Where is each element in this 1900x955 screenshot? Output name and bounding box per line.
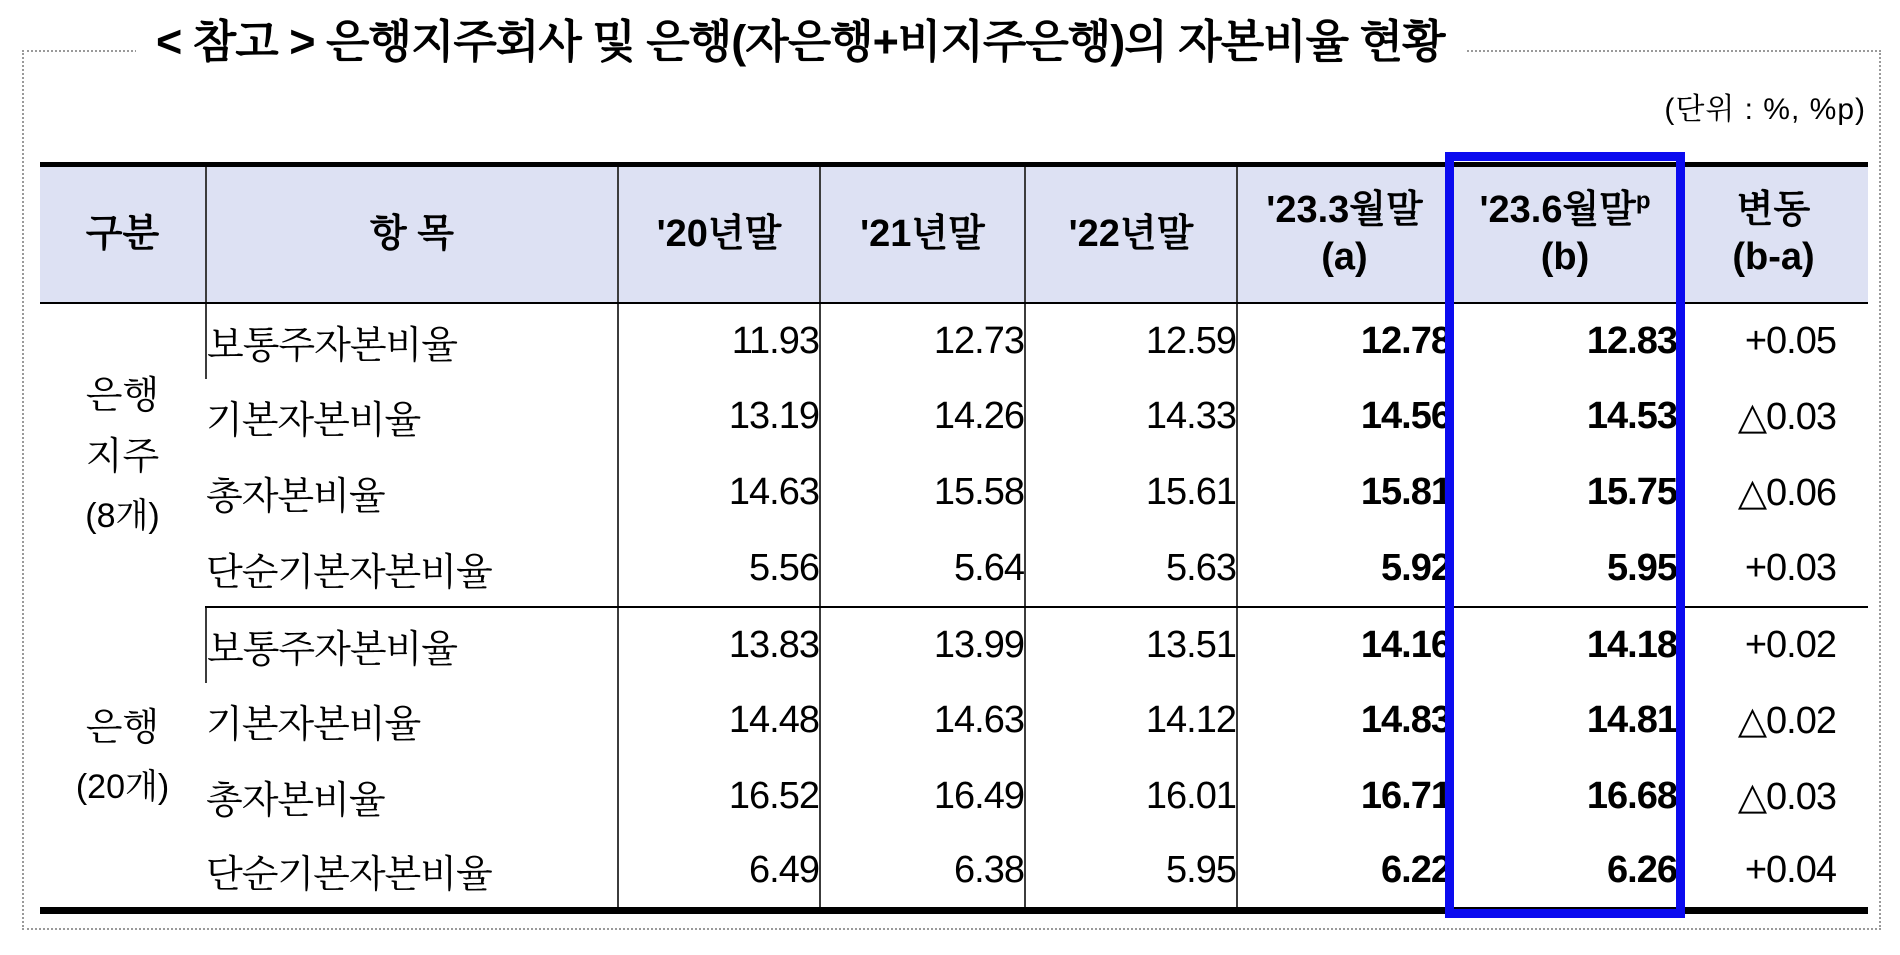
table-body xyxy=(40,303,1868,911)
table-row xyxy=(40,379,1868,455)
cell-change: +0.05 xyxy=(1678,303,1868,379)
group-label-count: (20개) xyxy=(75,767,170,806)
group-label-line: 은행 xyxy=(85,374,160,417)
table-row xyxy=(40,759,1868,835)
cell-y22: 14.33 xyxy=(1025,379,1237,455)
header-change-sub: (b-a) xyxy=(1732,236,1815,279)
cell-y21: 14.63 xyxy=(820,683,1025,759)
cell-jun23: 6.26 xyxy=(1452,835,1678,911)
cell-jun23: 5.95 xyxy=(1452,531,1678,607)
table-row xyxy=(40,835,1868,911)
cell-y20: 13.19 xyxy=(618,379,820,455)
header-mar23-label: '23.3월말 xyxy=(1266,188,1423,231)
cell-y20: 16.52 xyxy=(618,759,820,835)
cell-mar23: 5.92 xyxy=(1237,531,1452,607)
cell-jun23: 16.68 xyxy=(1452,759,1678,835)
unit-note: (단위 : %, %p) xyxy=(1664,93,1866,126)
cell-jun23: 14.53 xyxy=(1452,379,1678,455)
cell-y22: 5.63 xyxy=(1025,531,1237,607)
table-header xyxy=(40,165,1868,303)
group-label-count: (8개) xyxy=(85,497,160,535)
header-col-group: 구분 xyxy=(40,165,206,303)
table-row xyxy=(40,303,1868,379)
header-jun23-sub: (b) xyxy=(1540,236,1590,279)
row-item-label: 총자본비율 xyxy=(206,476,385,518)
capital-ratio-table xyxy=(40,162,1868,914)
cell-y21: 12.73 xyxy=(820,303,1025,379)
cell-y21: 14.26 xyxy=(820,379,1025,455)
cell-y21: 13.99 xyxy=(820,607,1025,683)
table-row xyxy=(40,607,1868,683)
cell-y22: 13.51 xyxy=(1025,607,1237,683)
cell-mar23: 12.78 xyxy=(1237,303,1452,379)
preliminary-superscript: p xyxy=(1635,187,1651,215)
table-row xyxy=(40,531,1868,607)
cell-change: +0.02 xyxy=(1678,607,1868,683)
cell-y22: 14.12 xyxy=(1025,683,1237,759)
header-jun23-label: '23.6월말 xyxy=(1479,188,1636,231)
table-row xyxy=(40,455,1868,531)
cell-y20: 13.83 xyxy=(618,607,820,683)
cell-y20: 5.56 xyxy=(618,531,820,607)
header-mar23-sub: (a) xyxy=(1321,236,1368,279)
cell-mar23: 14.56 xyxy=(1237,379,1452,455)
cell-y20: 6.49 xyxy=(618,835,820,911)
header-change-label: 변동 xyxy=(1736,188,1811,231)
header-row xyxy=(40,165,1868,303)
cell-y21: 5.64 xyxy=(820,531,1025,607)
cell-change: △0.06 xyxy=(1678,455,1868,531)
cell-change: +0.04 xyxy=(1678,835,1868,911)
table-row xyxy=(40,683,1868,759)
cell-y20: 11.93 xyxy=(618,303,820,379)
header-col-change xyxy=(1678,165,1868,303)
header-col-mar23 xyxy=(1237,165,1452,303)
cell-y20: 14.48 xyxy=(618,683,820,759)
header-col-y21: '21년말 xyxy=(820,165,1025,303)
cell-change: △0.03 xyxy=(1678,379,1868,455)
row-item-label: 기본자본비율 xyxy=(206,400,421,442)
group-label-line: 지주 xyxy=(85,436,160,479)
cell-jun23: 14.81 xyxy=(1452,683,1678,759)
cell-change: △0.02 xyxy=(1678,683,1868,759)
row-item-label: 총자본비율 xyxy=(206,780,385,822)
cell-y21: 6.38 xyxy=(820,835,1025,911)
cell-change: +0.03 xyxy=(1678,531,1868,607)
header-col-y20: '20년말 xyxy=(618,165,820,303)
cell-change: △0.03 xyxy=(1678,759,1868,835)
group-label-line: 은행 xyxy=(85,707,160,750)
cell-y22: 5.95 xyxy=(1025,835,1237,911)
header-col-item: 항 목 xyxy=(206,165,618,303)
cell-mar23: 6.22 xyxy=(1237,835,1452,911)
header-col-y22: '22년말 xyxy=(1025,165,1237,303)
cell-jun23: 14.18 xyxy=(1452,607,1678,683)
cell-y21: 16.49 xyxy=(820,759,1025,835)
cell-mar23: 14.16 xyxy=(1237,607,1452,683)
cell-y22: 15.61 xyxy=(1025,455,1237,531)
cell-y21: 15.58 xyxy=(820,455,1025,531)
row-item-label: 기본자본비율 xyxy=(206,704,421,746)
cell-y22: 16.01 xyxy=(1025,759,1237,835)
cell-y20: 14.63 xyxy=(618,455,820,531)
header-col-jun23 xyxy=(1452,165,1678,303)
cell-mar23: 14.83 xyxy=(1237,683,1452,759)
row-item-label: 단순기본자본비율 xyxy=(206,854,492,897)
row-item-label: 보통주자본비율 xyxy=(206,607,618,683)
cell-mar23: 15.81 xyxy=(1237,455,1452,531)
cell-mar23: 16.71 xyxy=(1237,759,1452,835)
row-item-label: 단순기본자본비율 xyxy=(206,531,618,607)
row-item-label: 보통주자본비율 xyxy=(206,303,618,379)
cell-y22: 12.59 xyxy=(1025,303,1237,379)
cell-jun23: 15.75 xyxy=(1452,455,1678,531)
cell-jun23: 12.83 xyxy=(1452,303,1678,379)
page-title: < 참고 > 은행지주회사 및 은행(자은행+비지주은행)의 자본비율 현황 xyxy=(136,10,1465,74)
group-label-bank-holding xyxy=(40,303,206,607)
group-label-bank xyxy=(40,607,206,911)
